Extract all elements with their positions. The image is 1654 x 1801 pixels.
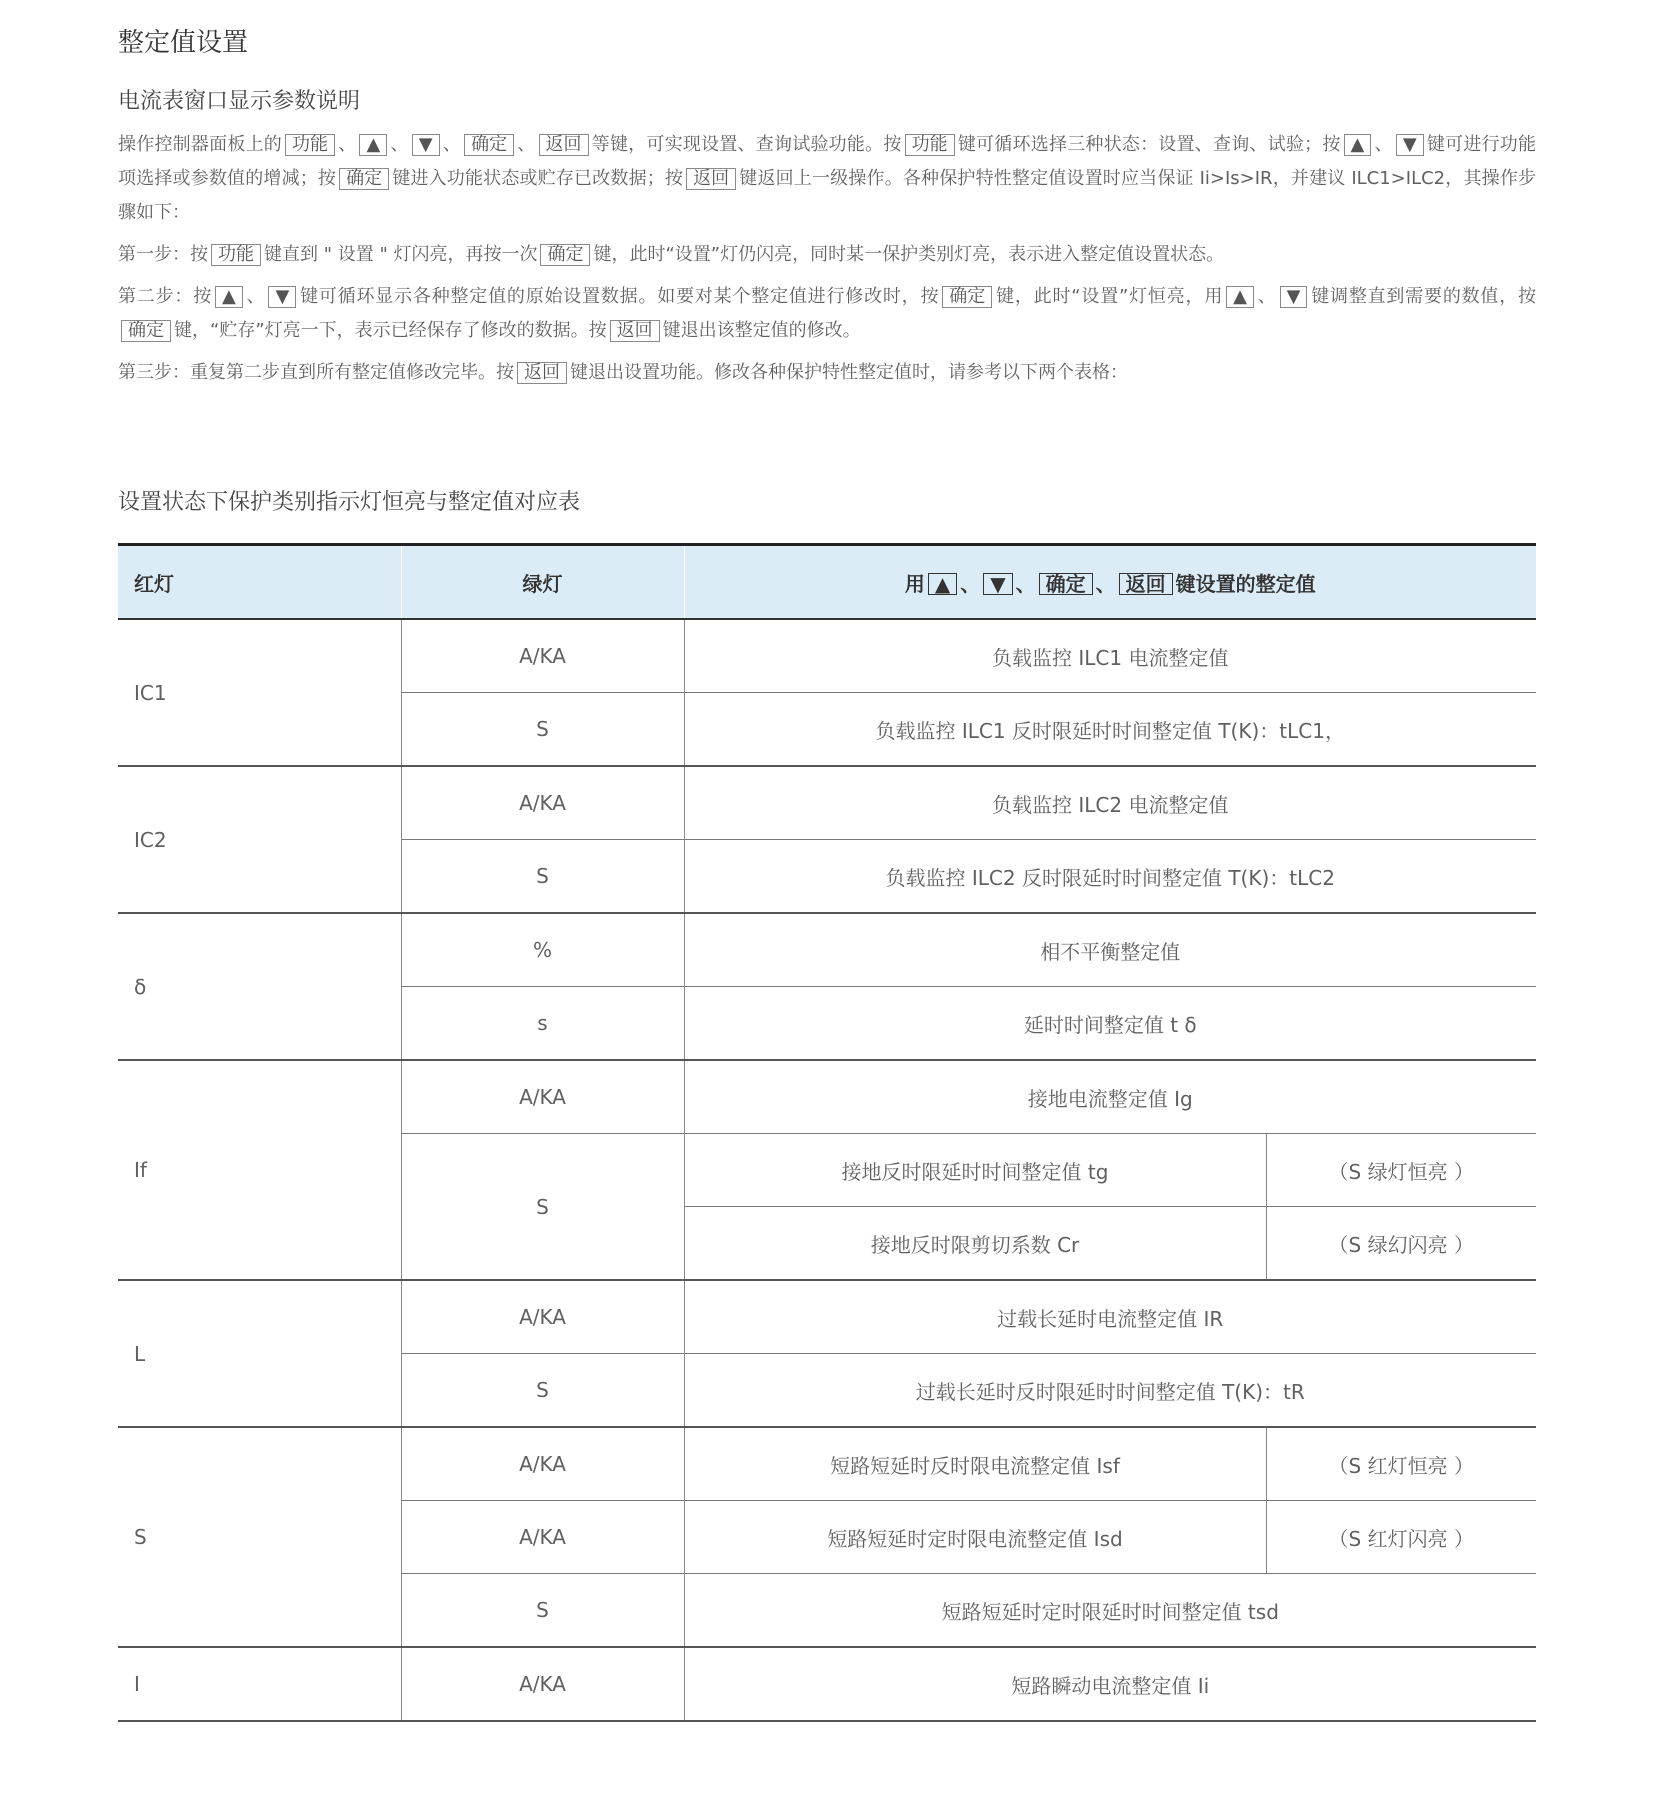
instructions	[118, 128, 1536, 398]
green-light-cell: S	[401, 1354, 684, 1428]
setting-value-cell: 负载监控 ILC2 反时限延时时间整定值 T(K)：tLC2	[684, 840, 1536, 914]
setting-value-cell: 短路瞬动电流整定值 Ii	[684, 1647, 1536, 1721]
table-row	[118, 619, 1536, 693]
text: 键，此时“设置”灯恒亮，用	[995, 286, 1224, 307]
key-up-label: ▲	[215, 286, 243, 308]
green-light-cell: A/KA	[401, 1427, 684, 1501]
table-row	[118, 1647, 1536, 1721]
red-light-cell: δ	[118, 913, 401, 1060]
separator: 、	[442, 134, 462, 155]
text: 第一步：按	[118, 244, 208, 265]
key-confirm-label: 确定	[464, 134, 514, 156]
separator: 、	[1374, 134, 1393, 155]
text: 操作控制器面板上的	[118, 134, 283, 155]
green-light-cell: S	[401, 1134, 684, 1281]
green-light-cell: S	[401, 840, 684, 914]
red-light-cell: I	[118, 1647, 401, 1721]
instruction-paragraph-1	[118, 128, 1536, 230]
key-back-label: 返回	[610, 320, 660, 342]
text: 键可循环显示各种整定值的原始设置数据。如要对某个整定值进行修改时，按	[299, 286, 940, 307]
separator: 、	[1256, 286, 1277, 307]
text: 键退出设置功能。修改各种保护特性整定值时，请参考以下两个表格：	[570, 362, 1128, 383]
key-func-label: 功能	[285, 134, 335, 156]
red-light-cell: S	[118, 1427, 401, 1647]
setting-value-cell: 相不平衡整定值	[684, 913, 1536, 987]
setting-value-cell: 负载监控 ILC1 电流整定值	[684, 619, 1536, 693]
setting-value-cell: 接地反时限延时时间整定值 tg	[684, 1134, 1266, 1207]
setting-value-cell: 过载长延时电流整定值 IR	[684, 1280, 1536, 1354]
setting-value-cell: 过载长延时反时限延时时间整定值 T(K)：tR	[684, 1354, 1536, 1428]
header-text: 键设置的整定值	[1175, 571, 1316, 596]
red-light-cell: IC2	[118, 766, 401, 913]
red-light-cell: IC1	[118, 619, 401, 766]
setting-value-cell: 接地电流整定值 Ig	[684, 1060, 1536, 1134]
setting-value-cell: 延时时间整定值 t δ	[684, 987, 1536, 1061]
setting-value-cell: 负载监控 ILC1 反时限延时时间整定值 T(K)：tLC1，	[684, 693, 1536, 767]
key-back-label: 返回	[517, 362, 567, 384]
table-row	[118, 766, 1536, 840]
setting-value-cell: 短路短延时反时限电流整定值 Isf	[684, 1427, 1266, 1501]
green-light-cell: A/KA	[401, 766, 684, 840]
text: 键可进行功能项选择或参数值的增减；按	[118, 134, 1537, 189]
separator: 、	[245, 286, 266, 307]
red-light-cell: L	[118, 1280, 401, 1427]
text: 键调整直到需要的数值，按	[1310, 286, 1537, 307]
key-down-label: ▼	[983, 573, 1012, 595]
light-note-cell: （S 红灯闪亮 ）	[1266, 1501, 1536, 1574]
key-confirm-label: 确定	[121, 320, 171, 342]
setting-value-table	[118, 543, 1536, 1722]
green-light-cell: A/KA	[401, 1280, 684, 1354]
instruction-step-2	[118, 280, 1536, 348]
key-confirm-label: 确定	[1039, 573, 1093, 595]
green-light-cell: S	[401, 1574, 684, 1648]
green-light-cell: A/KA	[401, 619, 684, 693]
key-back-label: 返回	[686, 168, 736, 190]
instruction-step-3	[118, 356, 1536, 390]
red-light-cell: If	[118, 1060, 401, 1280]
section-subtitle: 电流表窗口显示参数说明	[118, 89, 361, 114]
separator: 、	[1015, 571, 1036, 596]
key-func-label: 功能	[211, 244, 261, 266]
light-note-cell: （S 红灯恒亮 ）	[1266, 1427, 1536, 1501]
text: 第二步：按	[118, 286, 212, 307]
key-up-label: ▲	[928, 573, 957, 595]
green-light-cell: A/KA	[401, 1501, 684, 1574]
table-row	[118, 1427, 1536, 1501]
key-up-label: ▲	[1226, 286, 1254, 308]
key-back-label: 返回	[1119, 573, 1173, 595]
text: 键，“贮存”灯亮一下，表示已经保存了修改的数据。按	[174, 320, 607, 341]
text: 键直到 " 设置 " 灯闪亮，再按一次	[264, 244, 538, 265]
light-note-cell: （S 绿灯恒亮 ）	[1266, 1134, 1536, 1207]
setting-value-cell: 短路短延时定时限延时时间整定值 tsd	[684, 1574, 1536, 1648]
header-text: 用	[904, 571, 925, 596]
text: 键返回上一级操作。各种保护特性整定值设置时应当保证 Ii>Is>IR，并建议 ILC1>ILC2，其操作步骤如下：	[118, 168, 1537, 223]
key-func-label: 功能	[905, 134, 955, 156]
key-up-label: ▲	[1344, 134, 1372, 156]
setting-value-cell: 负载监控 ILC2 电流整定值	[684, 766, 1536, 840]
text: 键可循环选择三种状态：设置、查询、试验；按	[957, 134, 1341, 155]
header-green-light: 绿灯	[401, 545, 684, 620]
table-row	[118, 1060, 1536, 1134]
key-confirm-label: 确定	[942, 286, 992, 308]
green-light-cell: S	[401, 693, 684, 767]
green-light-cell: s	[401, 987, 684, 1061]
separator: 、	[1095, 571, 1116, 596]
key-up-label: ▲	[359, 134, 387, 156]
text: 键退出该整定值的修改。	[662, 320, 861, 341]
text: 键，此时“设置”灯仍闪亮，同时某一保护类别灯亮，表示进入整定值设置状态。	[593, 244, 1225, 265]
instruction-step-1	[118, 238, 1536, 272]
table-row	[118, 913, 1536, 987]
light-note-cell: （S 绿幻闪亮 ）	[1266, 1207, 1536, 1281]
separator: 、	[960, 571, 981, 596]
header-red-light: 红灯	[118, 545, 401, 620]
separator: 、	[390, 134, 409, 155]
text: 第三步：重复第二步直到所有整定值修改完毕。按	[118, 362, 514, 383]
table-row	[118, 1280, 1536, 1354]
green-light-cell: A/KA	[401, 1647, 684, 1721]
text: 等键，可实现设置、查询试验功能。按	[591, 134, 902, 155]
setting-value-cell: 接地反时限剪切系数 Cr	[684, 1207, 1266, 1281]
key-confirm-label: 确定	[540, 244, 590, 266]
table-header-row	[118, 545, 1536, 620]
table-title: 设置状态下保护类别指示灯恒亮与整定值对应表	[118, 490, 581, 515]
setting-value-cell: 短路短延时定时限电流整定值 Isd	[684, 1501, 1266, 1574]
header-setting-value	[684, 545, 1536, 620]
key-down-label: ▼	[268, 286, 296, 308]
green-light-cell: A/KA	[401, 1060, 684, 1134]
page-title: 整定值设置	[118, 28, 249, 58]
key-down-label: ▼	[412, 134, 440, 156]
separator: 、	[338, 134, 357, 155]
key-back-label: 返回	[539, 134, 589, 156]
separator: 、	[517, 134, 536, 155]
key-down-label: ▼	[1280, 286, 1308, 308]
green-light-cell: %	[401, 913, 684, 987]
text: 键进入功能状态或贮存已改数据；按	[392, 168, 684, 189]
key-confirm-label: 确定	[339, 168, 389, 190]
key-down-label: ▼	[1396, 134, 1424, 156]
